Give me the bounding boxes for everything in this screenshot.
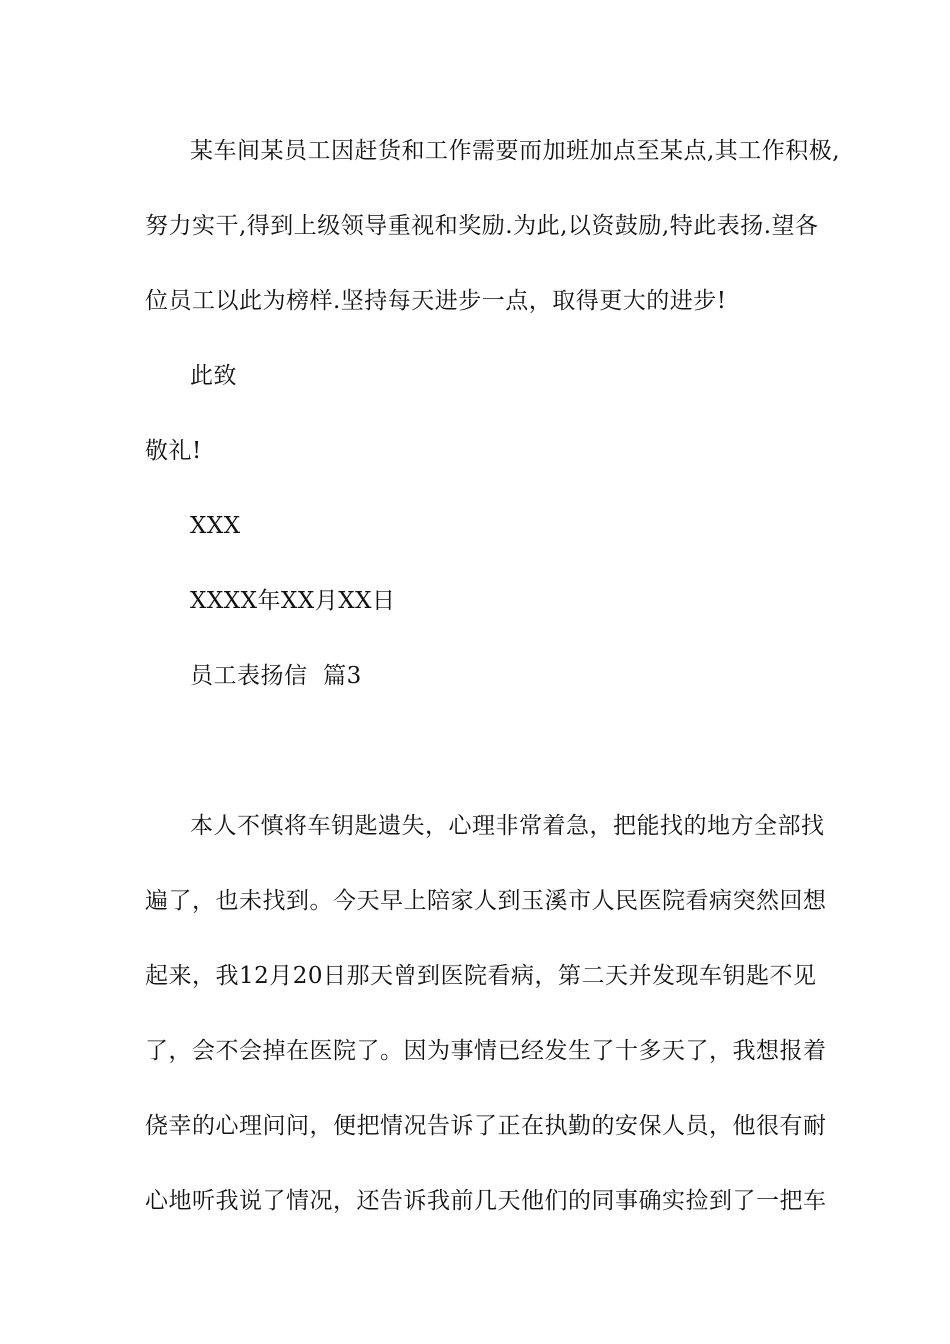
- paragraph-line: 了，会不会掉在医院了。因为事情已经发生了十多天了，我想报着: [145, 1038, 827, 1064]
- salutation-text: 敬礼!: [145, 438, 202, 464]
- paragraph-line: 侥幸的心理问问，便把情况告诉了正在执勤的安保人员，他很有耐: [145, 1113, 827, 1139]
- paragraph-line: 心地听我说了情况，还告诉我前几天他们的同事确实捡到了一把车: [145, 1188, 827, 1214]
- closing-text: 此致: [190, 363, 237, 389]
- paragraph-line: 位员工以此为榜样.坚持每天进步一点，取得更大的进步!: [145, 288, 727, 314]
- paragraph-line: 遍了，也未找到。今天早上陪家人到玉溪市人民医院看病突然回想: [145, 888, 827, 914]
- paragraph-line: 努力实干,得到上级领导重视和奖励.为此,以资鼓励,特此表扬.望各: [145, 213, 819, 239]
- paragraph-line: 本人不慎将车钥匙遗失，心理非常着急，把能找的地方全部找: [190, 813, 825, 839]
- paragraph-line: 起来，我12月20日那天曾到医院看病，第二天并发现车钥匙不见: [145, 963, 817, 989]
- section-heading: 员工表扬信 篇3: [190, 663, 362, 689]
- signature-text: XXX: [190, 513, 241, 539]
- date-text: XXXX年XX月XX日: [190, 588, 396, 614]
- paragraph-line: 某车间某员工因赶货和工作需要而加班加点至某点,其工作积极,: [190, 138, 841, 164]
